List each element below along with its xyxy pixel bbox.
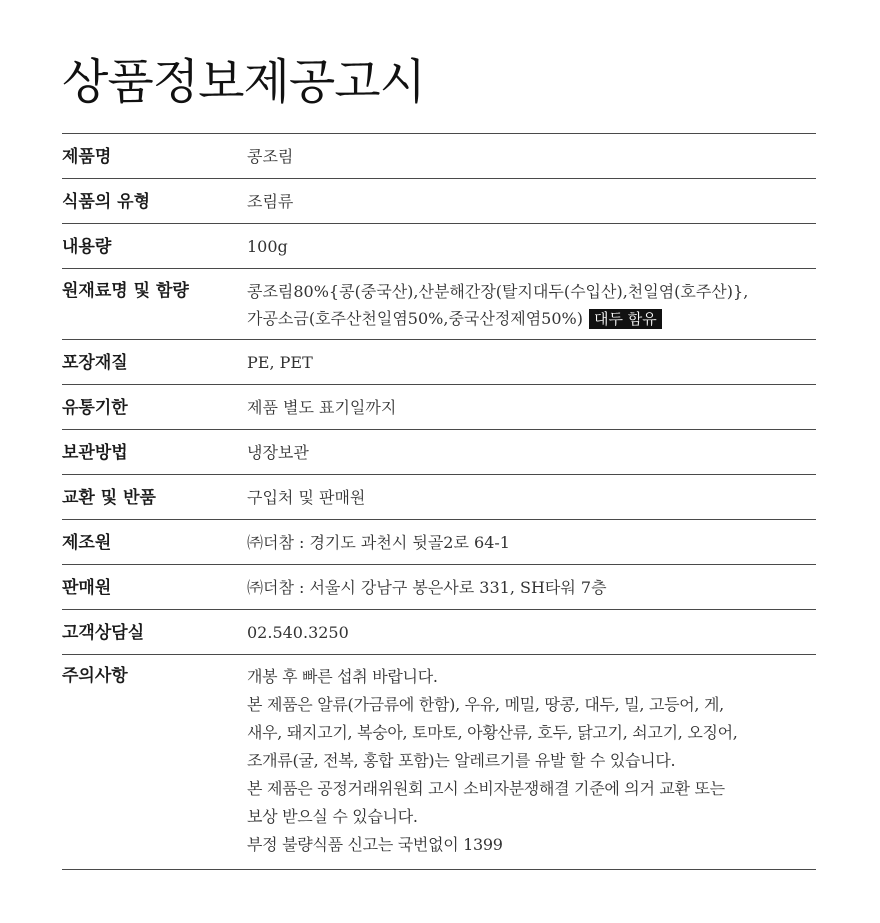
row-label: 제조원: [62, 533, 112, 553]
table-row-net-content: [62, 224, 816, 269]
table-row-cautions: [62, 655, 816, 870]
row-label: 보관방법: [62, 443, 128, 463]
row-label: 포장재질: [62, 353, 128, 373]
row-value: 구입처 및 판매원: [247, 488, 366, 507]
table-row-packaging: [62, 340, 816, 385]
table-row-seller: [62, 565, 816, 610]
allergen-badge: 대두 함유: [589, 309, 662, 329]
table-row-manufacturer: [62, 520, 816, 565]
caution-line: 본 제품은 공정거래위원회 고시 소비자분쟁해결 기준에 의거 교환 또는: [247, 779, 725, 798]
row-label: 원재료명 및 함량: [62, 281, 189, 301]
row-value: 냉장보관: [247, 443, 309, 462]
product-info-table: [62, 133, 816, 870]
caution-line: 본 제품은 알류(가금류에 한함), 우유, 메밀, 땅콩, 대두, 밀, 고등어, 게,: [247, 695, 724, 714]
row-label: 판매원: [62, 578, 112, 598]
table-row-expiry: [62, 385, 816, 430]
table-row-exchange: [62, 475, 816, 520]
row-label: 유통기한: [62, 398, 128, 418]
table-row-customer-service: [62, 610, 816, 655]
caution-line: 보상 받으실 수 있습니다.: [247, 807, 418, 826]
row-label: 주의사항: [62, 666, 128, 686]
row-value: 조림류: [247, 192, 294, 211]
ingredients-line-2-text: 가공소금(호주산천일염50%,중국산정제염50%): [247, 309, 583, 328]
row-label: 식품의 유형: [62, 192, 151, 212]
row-value: 콩조림: [247, 147, 294, 166]
caution-line: 조개류(굴, 전복, 홍합 포함)는 알레르기를 유발 할 수 있습니다.: [247, 751, 676, 770]
caution-line: 부정 불량식품 신고는 국번없이 1399: [247, 835, 503, 854]
table-row-food-type: [62, 179, 816, 224]
page-title: 상품정보제공고시: [62, 54, 425, 110]
row-label: 내용량: [62, 237, 112, 257]
row-value: 02.540.3250: [247, 623, 349, 642]
ingredients-line-2: [247, 305, 816, 332]
caution-line: 개봉 후 빠른 섭취 바랍니다.: [247, 667, 438, 686]
row-label: 제품명: [62, 147, 112, 167]
row-value: ㈜더참 : 서울시 강남구 봉은사로 331, SH타워 7층: [247, 578, 607, 597]
row-value: 100g: [247, 237, 288, 256]
table-row-storage: [62, 430, 816, 475]
row-value: ㈜더참 : 경기도 과천시 뒷골2로 64-1: [247, 533, 510, 552]
row-value: [247, 655, 816, 869]
table-row-product-name: [62, 134, 816, 179]
row-label: 교환 및 반품: [62, 488, 156, 508]
table-row-ingredients: [62, 269, 816, 340]
row-value: PE, PET: [247, 353, 313, 372]
row-value: [247, 269, 816, 339]
ingredients-line-1: 콩조림80%{콩(중국산),산분해간장(탈지대두(수입산),천일염(호주산)},: [247, 282, 749, 301]
row-value: 제품 별도 표기일까지: [247, 398, 397, 417]
row-label: 고객상담실: [62, 623, 145, 643]
caution-line: 새우, 돼지고기, 복숭아, 토마토, 아황산류, 호두, 닭고기, 쇠고기, 오징어,: [247, 723, 738, 742]
